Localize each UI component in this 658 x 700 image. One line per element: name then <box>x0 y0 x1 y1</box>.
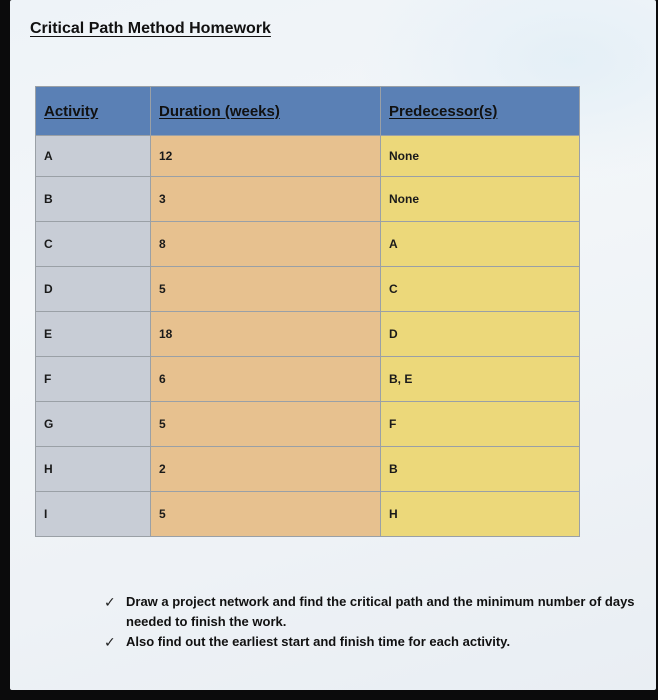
cell-duration: 6 <box>151 357 381 402</box>
cell-activity: E <box>36 312 151 357</box>
cell-activity: H <box>36 447 151 492</box>
cell-predecessors: B, E <box>381 357 580 402</box>
table-row <box>36 222 580 267</box>
cell-predecessors: D <box>381 312 580 357</box>
cell-duration: 3 <box>151 177 381 222</box>
cell-activity: B <box>36 177 151 222</box>
check-icon: ✓ <box>104 634 116 650</box>
cell-predecessors: H <box>381 492 580 537</box>
header-predecessors: Predecessor(s) <box>381 87 580 136</box>
cell-activity: G <box>36 402 151 447</box>
table-row <box>36 492 580 537</box>
cell-predecessors: F <box>381 402 580 447</box>
page-title: Critical Path Method Homework <box>30 20 271 37</box>
activity-table <box>35 86 580 537</box>
cell-predecessors: A <box>381 222 580 267</box>
table-row <box>36 267 580 312</box>
cell-predecessors: C <box>381 267 580 312</box>
cell-duration: 5 <box>151 492 381 537</box>
cell-duration: 8 <box>151 222 381 267</box>
cell-duration: 5 <box>151 267 381 312</box>
cell-predecessors: None <box>381 136 580 177</box>
instruction-list <box>98 592 638 652</box>
instruction-text: Draw a project network and find the critical path and the minimum number of days needed to finish the work. <box>126 594 635 629</box>
table-row <box>36 312 580 357</box>
table-row <box>36 136 580 177</box>
cell-activity: A <box>36 136 151 177</box>
document-page <box>10 0 656 690</box>
cell-activity: D <box>36 267 151 312</box>
cell-activity: C <box>36 222 151 267</box>
header-duration: Duration (weeks) <box>151 87 381 136</box>
instruction-text: Also find out the earliest start and finish time for each activity. <box>126 634 511 649</box>
instruction-item <box>98 632 638 652</box>
instruction-item <box>98 592 638 632</box>
cell-predecessors: None <box>381 177 580 222</box>
table-header-row <box>36 87 580 136</box>
table-row <box>36 447 580 492</box>
cell-activity: F <box>36 357 151 402</box>
table-row <box>36 402 580 447</box>
cell-predecessors: B <box>381 447 580 492</box>
check-icon: ✓ <box>104 594 116 610</box>
cell-duration: 12 <box>151 136 381 177</box>
cell-duration: 5 <box>151 402 381 447</box>
cell-duration: 18 <box>151 312 381 357</box>
table-row <box>36 357 580 402</box>
table-row <box>36 177 580 222</box>
cell-duration: 2 <box>151 447 381 492</box>
header-activity: Activity <box>36 87 151 136</box>
cell-activity: I <box>36 492 151 537</box>
